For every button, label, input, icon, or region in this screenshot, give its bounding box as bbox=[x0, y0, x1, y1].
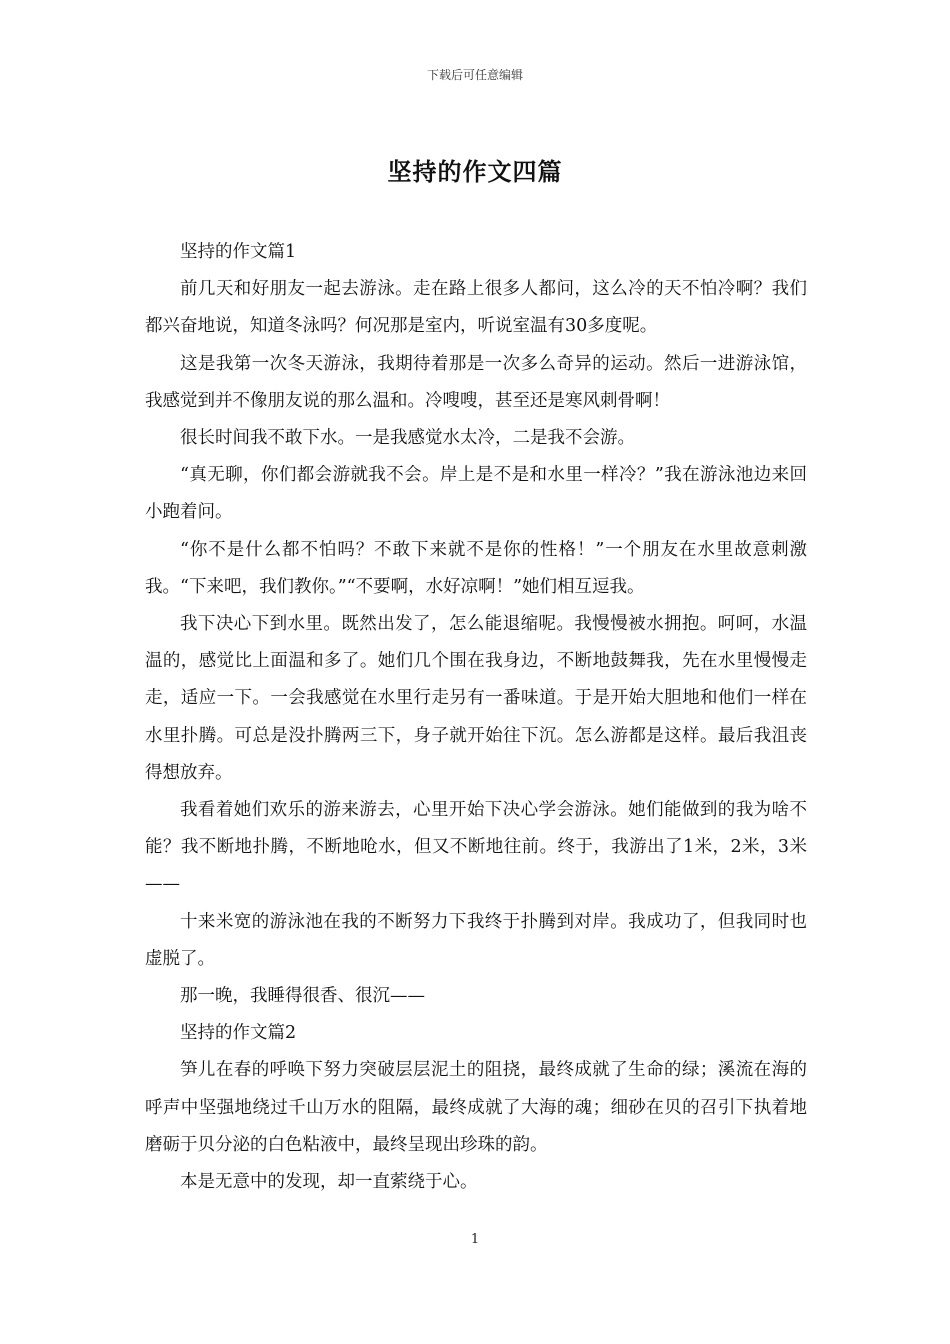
body-paragraph: 我下决心下到水里。既然出发了，怎么能退缩呢。我慢慢被水拥抱。呵呵，水温温的，感觉比上面温和多了。她们几个围在我身边，不断地鼓舞我，先在水里慢慢走走，适应一下。一会我感觉在水里行走另有一番味道。于是开始大胆地和他们一样在水里扑腾。可总是没扑腾两三下，身子就开始往下沉。怎么游都是这样。最后我沮丧得想放弃。 bbox=[145, 614, 807, 783]
body-paragraph: 十来米宽的游泳池在我的不断努力下我终于扑腾到对岸。我成功了，但我同时也虚脱了。 bbox=[145, 911, 807, 969]
body-paragraph: 很长时间我不敢下水。一是我感觉水太冷，二是我不会游。 bbox=[180, 428, 635, 449]
body-paragraph: “真无聊，你们都会游就我不会。岸上是不是和水里一样冷？”我在游泳池边来回小跑着问。 bbox=[145, 465, 807, 523]
section-heading: 坚持的作文篇2 bbox=[180, 1023, 297, 1044]
body-paragraph: 本是无意中的发现，却一直萦绕于心。 bbox=[180, 1172, 478, 1193]
document-body bbox=[145, 234, 807, 1201]
document-title: 坚持的作文四篇 bbox=[387, 157, 563, 186]
body-paragraph: 那一晚，我睡得很香、很沉—— bbox=[180, 986, 425, 1007]
body-paragraph: 我看着她们欢乐的游来游去，心里开始下决心学会游泳。她们能做到的我为啥不能？我不断地扑腾，不断地呛水，但又不断地往前。终于，我游出了1米，2米，3米—— bbox=[145, 800, 807, 895]
page-header-note: 下载后可任意编辑 bbox=[426, 68, 523, 82]
body-paragraph: 前几天和好朋友一起去游泳。走在路上很多人都问，这么冷的天不怕冷啊？我们都兴奋地说，知道冬泳吗？何况那是室内，听说室温有30多度呢。 bbox=[145, 279, 807, 337]
section-heading: 坚持的作文篇1 bbox=[180, 242, 297, 262]
page-number: 1 bbox=[470, 1232, 480, 1247]
body-paragraph: “你不是什么都不怕吗？不敢下来就不是你的性格！”一个朋友在水里故意刺激我。“下来吧，我们教你。”“不要啊，水好凉啊！”她们相互逗我。 bbox=[145, 539, 807, 597]
body-paragraph: 这是我第一次冬天游泳，我期待着那是一次多么奇异的运动。然后一进游泳馆，我感觉到并不像朋友说的那么温和。冷嗖嗖，甚至还是寒风刺骨啊！ bbox=[145, 353, 807, 411]
body-paragraph: 笋儿在春的呼唤下努力突破层层泥土的阻挠，最终成就了生命的绿；溪流在海的呼声中坚强地绕过千山万水的阻隔，最终成就了大海的魂；细砂在贝的召引下执着地磨砺于贝分泌的白色粘液中，最终呈现出珍珠的韵。 bbox=[145, 1060, 807, 1155]
